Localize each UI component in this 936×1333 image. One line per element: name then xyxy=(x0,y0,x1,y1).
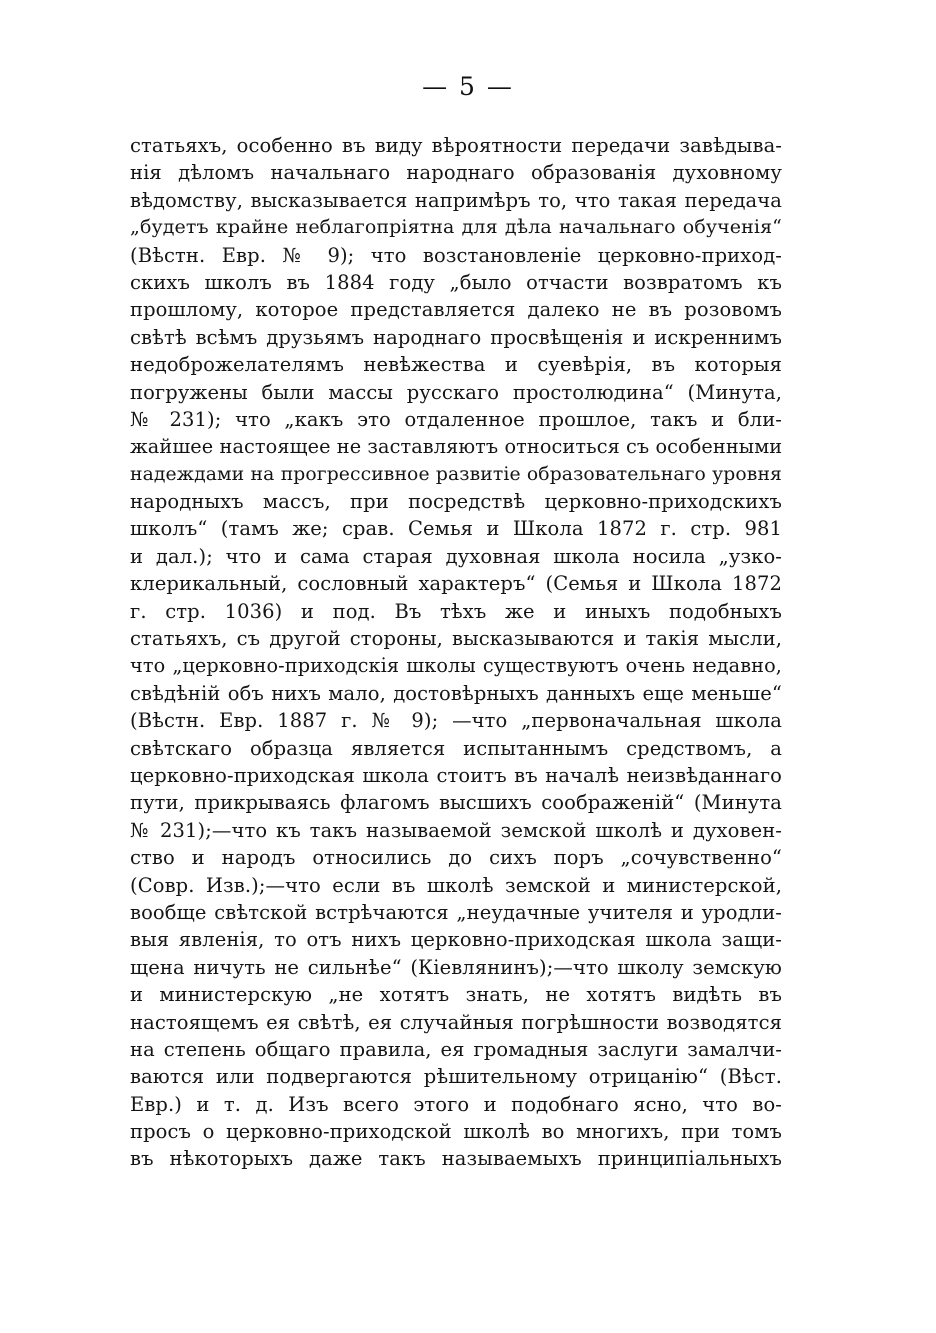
text-line: вѣдомству, высказывается напримѣръ то, что такая передача xyxy=(130,188,782,212)
text-line: клерикальный, сословный характеръ“ (Семья и Школа 1872 xyxy=(130,572,782,596)
text-line: что „церковно-приходскія школы существуютъ очень недавно, xyxy=(130,654,782,678)
text-line: ваются или подвергаются рѣшительному отрицанію“ (Вѣст. xyxy=(130,1065,782,1089)
text-line: въ нѣкоторыхъ даже такъ называемыхъ принципіальныхъ xyxy=(130,1147,782,1171)
text-line: нія дѣломъ начальнаго народнаго образованія духовному xyxy=(130,161,782,185)
text-line: скихъ школъ въ 1884 году „было отчасти возвратомъ къ xyxy=(130,270,782,294)
text-line: и дал.); что и сама старая духовная школа носила „узко- xyxy=(130,544,782,568)
text-line: статьяхъ, съ другой стороны, высказываются и такія мысли, xyxy=(130,627,782,651)
text-line: свѣдѣній объ нихъ мало, достовѣрныхъ данныхъ еще меньше“ xyxy=(130,681,782,705)
text-line: надеждами на прогрессивное развитіе образовательнаго уровня xyxy=(130,463,782,485)
text-line: и министерскую „не хотятъ знать, не хотятъ видѣть въ xyxy=(130,983,782,1007)
text-line: пути, прикрываясь флагомъ высшихъ соображеній“ (Минута xyxy=(130,791,782,815)
text-line: недоброжелателямъ невѣжества и суевѣрія, въ которыя xyxy=(130,353,782,377)
body-text xyxy=(130,132,782,1173)
text-line: погружены были массы русскаго простолюдина“ (Минута, xyxy=(130,380,782,404)
text-line: народныхъ массъ, при посредствѣ церковно-приходскихъ xyxy=(130,490,782,514)
text-line: (Совр. Изв.);—что если въ школѣ земской и министерской, xyxy=(130,873,782,897)
text-line: № 231); что „какъ это отдаленное прошлое, такъ и бли- xyxy=(130,407,782,431)
text-line: на степень общаго правила, ея громадныя заслуги замалчи- xyxy=(130,1037,782,1061)
text-line: „будетъ крайне неблагопріятна для дѣла начальнаго обученія“ xyxy=(130,216,782,239)
text-line: г. стр. 1036) и под. Въ тѣхъ же и иныхъ подобныхъ xyxy=(130,599,782,623)
text-line: просъ о церковно-приходской школѣ во многихъ, при томъ xyxy=(130,1120,782,1144)
text-line: № 231);—что къ такъ называемой земской школѣ и духовен- xyxy=(130,818,782,842)
text-line: статьяхъ, особенно въ виду вѣроятности передачи завѣдыва- xyxy=(130,134,782,157)
text-line: свѣтѣ всѣмъ друзьямъ народнаго просвѣщенія и искреннимъ xyxy=(130,325,782,349)
text-line: школъ“ (тамъ же; срав. Семья и Школа 1872 г. стр. 981 xyxy=(130,517,782,541)
text-line: свѣтскаго образца является испытаннымъ средствомъ, а xyxy=(130,736,782,760)
text-line: щена ничуть не сильнѣе“ (Кіевлянинъ);—что школу земскую xyxy=(130,955,782,979)
text-line: церковно-приходская школа стоитъ въ началѣ неизвѣданнаго xyxy=(130,763,782,787)
text-line: (Вѣстн. Евр. 1887 г. № 9); —что „первоначальная школа xyxy=(130,709,782,733)
text-line: вообще свѣтской встрѣчаются „неудачные учителя и уродли- xyxy=(130,900,782,924)
text-line: выя явленія, то отъ нихъ церковно-приходская школа защи- xyxy=(130,928,782,952)
text-line: прошлому, которое представляется далеко не въ розовомъ xyxy=(130,298,782,322)
text-line: жайшее настоящее не заставляютъ относиться съ особенными xyxy=(130,435,783,459)
text-line: ство и народъ относились до сихъ поръ „сочувственно“ xyxy=(130,846,782,870)
text-line: Евр.) и т. д. Изъ всего этого и подобнаго ясно, что во- xyxy=(130,1092,782,1116)
page-number: — 5 — xyxy=(422,72,514,101)
text-line: (Вѣстн. Евр. № 9); что возстановленіе церковно-приход- xyxy=(130,243,782,267)
text-line: настоящемъ ея свѣтѣ, ея случайныя погрѣшности возводятся xyxy=(130,1010,782,1034)
